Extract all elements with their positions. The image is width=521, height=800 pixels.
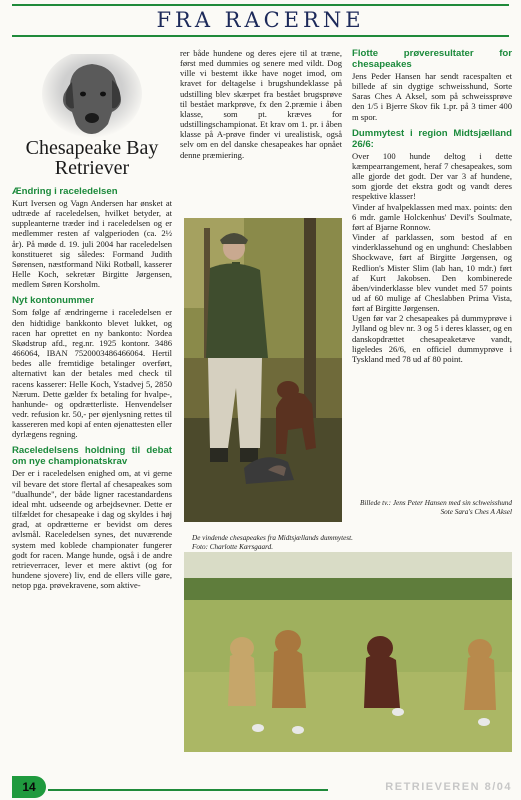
breed-name: Chesapeake Bay Retriever: [25, 137, 159, 179]
breed-logo: [12, 54, 172, 186]
heading-championatskrav: Raceledelsens holdning til debat om nye championatskrav: [12, 445, 172, 468]
winning-dogs-photo: [184, 552, 512, 752]
paragraph-kontonummer: Som følge af ændringerne i raceledelsen er den hidtidige bankkonto blevet lukket, og racen har oprettet en ny bankonto: Nordea Skødstrup afd., reg.nr. 1925 kontonr. 3486 466064, IBAN 7520003486466064. Hertil bedes alle fremtidige betalinger overført, alternativt kan der betales med check til racens kasserer: Helle Koch, Ystadvej 5, 2850 Nærum. Dette gælder fx betaling for hvalpe-, hanhunde- og opdrætterliste. Henvendelser vedr. refusion kr. 50,- per øjenlysning rettes til kassereren med kopi af enten øjenattesten eller dyrlægens regning.: [12, 307, 172, 440]
right-column: [352, 48, 512, 364]
page-title: FRA RACERNE: [156, 8, 365, 32]
paragraph-continued: rer både hundene og deres ejere til at træne, først med dummies og senere med vildt. Dog ville vi bestemt ikke have noget imod, om kravet for deltagelse i brugshundeklasse på udstilling blev skærpet fra bestået brugsprøve til bestået markprøve, fx den 2.præmie i åben klasse, som pt. kræves for udstillingschampionat. Et krav om 1. pr. i åben klasse på A-prøve finder vi urealistisk, også selv om en del danske chesapeakes har opnået denne præmiering.: [180, 48, 342, 160]
dogs-photo-caption: [192, 534, 492, 552]
dog-1: [228, 637, 256, 706]
left-column: [12, 180, 172, 590]
dogs-photo-credit: Foto: Charlotte Kærsgaard.: [192, 543, 273, 551]
middle-column: [180, 48, 342, 160]
dogs-photo-caption-line1: De vindende chesapeakes fra Midtsjællands dummytest.: [192, 534, 353, 542]
footer-rule: [48, 789, 328, 791]
paragraph-dummytest-4: Ugen før var 2 chesapeakes på dummyprøve i Jylland og blev nr. 3 og 5 i deres klasser, og en danskopdrættet chesapeaketæve vandt, ligeledes 26/6, en officiel dummyprøve i Tyskland med 78 ud af 80 point.: [352, 313, 512, 364]
header-top-rule: [12, 4, 509, 6]
paragraph-raceledelse: Kurt Iversen og Vagn Andersen har ønsket at udtræde af raceledelsen, hvilket betyder, at suppleanterne træder ind i raceledelsen og er medlemmer resten af valgperioden (ca. 2½ år). På møde d. 19. juli 2004 har raceledelsen konstitueret sig således: Formand Judith Sørensen, næstformand Niki Rotbøll, kasserer Helle Koch, sekretær Birgitte Jørgensen, medlem Søren Korsholm.: [12, 198, 172, 290]
header-bottom-rule: [12, 35, 509, 37]
hunter-photo-caption: Billede tv.: Jens Peter Hansen med sin schweisshund Sote Sara's Ches A Aksel: [360, 499, 512, 516]
paragraph-proveresultater: Jens Peder Hansen har sendt racespalten et billede af sin dygtige schweisshund, Sorte Saras Ches A Aksel, som på schweissprøve den 1/5 i Bjerre Skov fik 1.pr. på 3 timer 400 m spor.: [352, 71, 512, 122]
paragraph-dummytest-2: Vinder af hvalpeklassen med max. points: den 6 mdr. gamle Holckenhus' Devil's Soulmate, ført af Bjarne Ronnow.: [352, 201, 512, 232]
paragraph-dummytest-3: Vinder af parklassen, som bestod af en vinderklassehund og en unghund: Cheslabben Shockwave, ført af Birgitte Jørgensen, og Redlion's Mister Slim (lab han, 10 mdr.) ført af Kurt Jakobsen. Den kombinerede åben/vinderklasse blev vundet med 57 points ud af 60 mulige af Cheslabben Prima Vista, ført af Birgitte Jørgensen.: [352, 232, 512, 314]
hunter-with-dog-photo: [184, 218, 342, 522]
dog-2: [272, 630, 306, 708]
dog-head-illustration: [12, 54, 172, 140]
paragraph-dummytest-1: Over 100 hunde deltog i dette kæmpearrangement, heraf 7 chesapeakes, som alle gjorde det godt. Der var 3 af hundene, som gjorde det ekstra godt og vandt deres respektive klasser!: [352, 150, 512, 202]
publication-name: RETRIEVEREN 8/04: [385, 781, 512, 793]
heading-proveresultater: Flotte prøveresultater for chesapeakes: [352, 48, 512, 70]
dog-4: [464, 639, 496, 710]
heading-kontonummer: Nyt kontonummer: [12, 295, 95, 307]
heading-raceledelse: Ændring i raceledelsen: [12, 186, 118, 197]
page-number: 14: [12, 776, 46, 798]
heading-dummytest: Dummytest i region Midtsjælland 26/6:: [352, 127, 512, 150]
paragraph-championatskrav: Der er i raceledelsen enighed om, at vi gerne vil bevare det store flertal af chesapeakes som "dualhunde", der både ligner racestandardens ideal mht. udseende og arbejdsevner. Dette er tilfældet for chesapeake i dag og skyldes i høj grad, at opdrætterne er bevidst om deres avlsmål. Raceledelsen synes, det nuværende system med koblede championater fungerer godt for racen. Mange hunde, også i de andre retrieverracer, lever et mere aktivt (og for hundene sjovere) liv, end de ellers ville gøre, netop pga. prøvekravene, som aktive-: [12, 468, 172, 591]
